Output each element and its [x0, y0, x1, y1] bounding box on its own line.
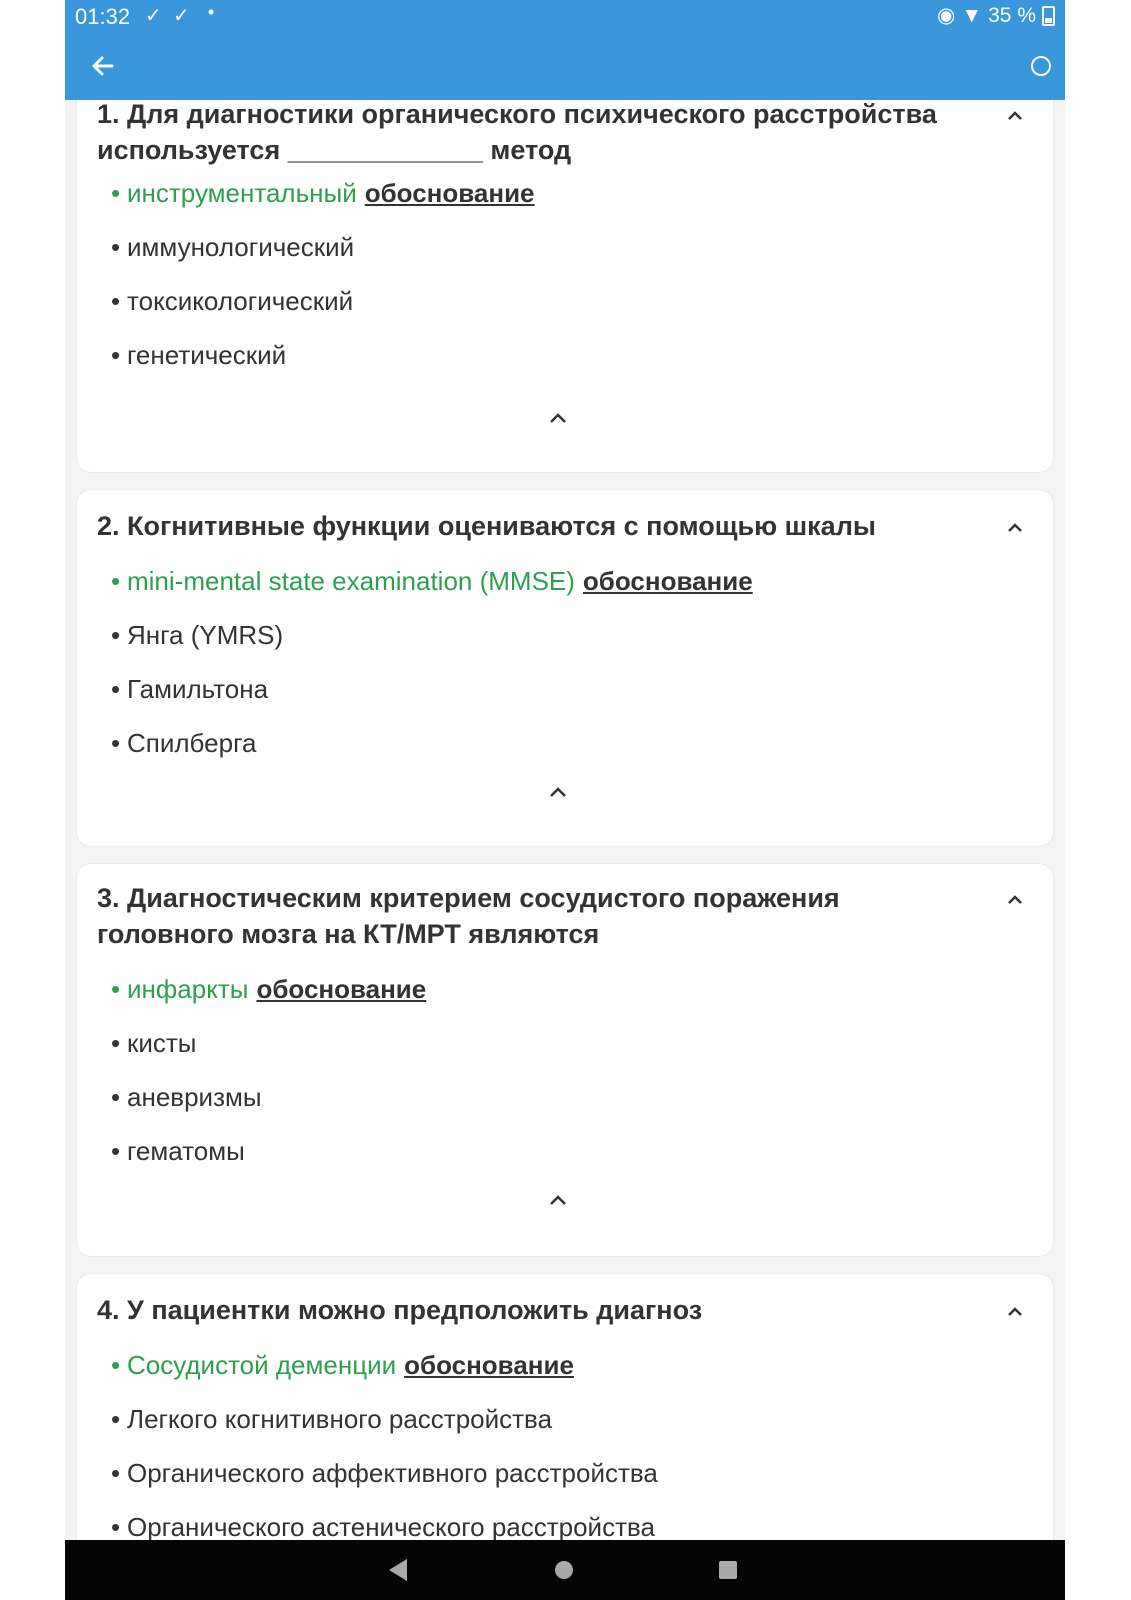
battery-percent: 35 % — [988, 3, 1036, 27]
collapse-chevron-icon[interactable] — [543, 408, 573, 428]
question-title: 2. Когнитивные функции оцениваются с помощью шкалы — [97, 511, 876, 541]
answer-option[interactable]: • кисты — [111, 1028, 197, 1058]
status-bar — [65, 0, 1065, 34]
answer-option[interactable]: • Янга (YMRS) — [111, 620, 284, 650]
reason-link[interactable]: обоснование — [404, 1350, 574, 1380]
answer-option[interactable]: • генетический — [111, 340, 287, 370]
answer-option[interactable]: • аневризмы — [111, 1082, 262, 1112]
answer-option-correct[interactable]: • Сосудистой деменции обоснование — [111, 1350, 574, 1380]
nav-back-icon[interactable] — [389, 1559, 407, 1581]
reason-link[interactable]: обоснование — [582, 566, 753, 596]
nav-home-icon[interactable] — [555, 1561, 573, 1579]
answer-option[interactable]: • Органического астенического расстройства — [111, 1512, 655, 1540]
answer-options — [111, 178, 535, 394]
back-arrow-icon[interactable] — [85, 48, 121, 84]
status-time: 01:32 — [75, 4, 131, 29]
chevron-up-icon[interactable] — [1003, 514, 1027, 538]
download-done-icon: ✓︎ — [173, 5, 190, 27]
answer-option[interactable]: • Легкого когнитивного расстройства — [111, 1404, 553, 1434]
question-title: 1. Для диагностики органического психического расстройства используется _____________ метод — [97, 100, 937, 165]
answer-option-correct[interactable]: • mini-mental state examination (MMSE) обоснование — [111, 566, 753, 596]
chevron-up-icon[interactable] — [1003, 102, 1027, 126]
answer-options — [111, 1350, 658, 1540]
answer-option[interactable]: • Спилберга — [111, 728, 257, 758]
chevron-up-icon[interactable] — [1003, 1298, 1027, 1322]
battery-icon — [1042, 6, 1055, 26]
question-card — [77, 864, 1053, 1256]
answer-option[interactable]: • гематомы — [111, 1136, 245, 1166]
collapse-chevron-icon[interactable] — [543, 782, 573, 802]
chevron-up-icon[interactable] — [1003, 886, 1027, 910]
answer-option-correct[interactable]: • инфаркты обоснование — [111, 974, 427, 1004]
question-title: 4. У пациентки можно предположить диагноз — [97, 1295, 703, 1325]
circle-icon[interactable] — [1031, 56, 1051, 76]
answer-option-correct[interactable]: • инструментальный обоснование — [111, 178, 535, 208]
app-bar — [65, 34, 1065, 100]
device-screen — [65, 0, 1065, 1600]
answer-option[interactable]: • Гамильтона — [111, 674, 269, 704]
answer-options — [111, 566, 753, 782]
vibrate-icon: ◉ — [937, 4, 956, 27]
question-card — [77, 100, 1053, 472]
reason-link[interactable]: обоснование — [364, 178, 535, 208]
answer-option[interactable]: • Органического аффективного расстройства — [111, 1458, 658, 1488]
question-title: 3. Диагностическим критерием сосудистого поражения головного мозга на КТ/МРТ являются — [97, 883, 840, 949]
answer-options — [111, 974, 426, 1190]
question-card — [77, 1274, 1053, 1540]
notification-dot-icon: • — [208, 2, 215, 22]
wifi-icon: ▼ — [961, 3, 983, 27]
nav-recents-icon[interactable] — [719, 1561, 737, 1579]
download-done-icon: ✓︎ — [145, 5, 162, 27]
collapse-chevron-icon[interactable] — [543, 1190, 573, 1210]
answer-option[interactable]: • токсикологический — [111, 286, 354, 316]
questions-list — [65, 100, 1065, 1540]
reason-link[interactable]: обоснование — [256, 974, 427, 1004]
status-right — [937, 3, 1055, 28]
system-nav-bar — [65, 1540, 1065, 1600]
question-card — [77, 490, 1053, 846]
answer-option[interactable]: • иммунологический — [111, 232, 355, 262]
